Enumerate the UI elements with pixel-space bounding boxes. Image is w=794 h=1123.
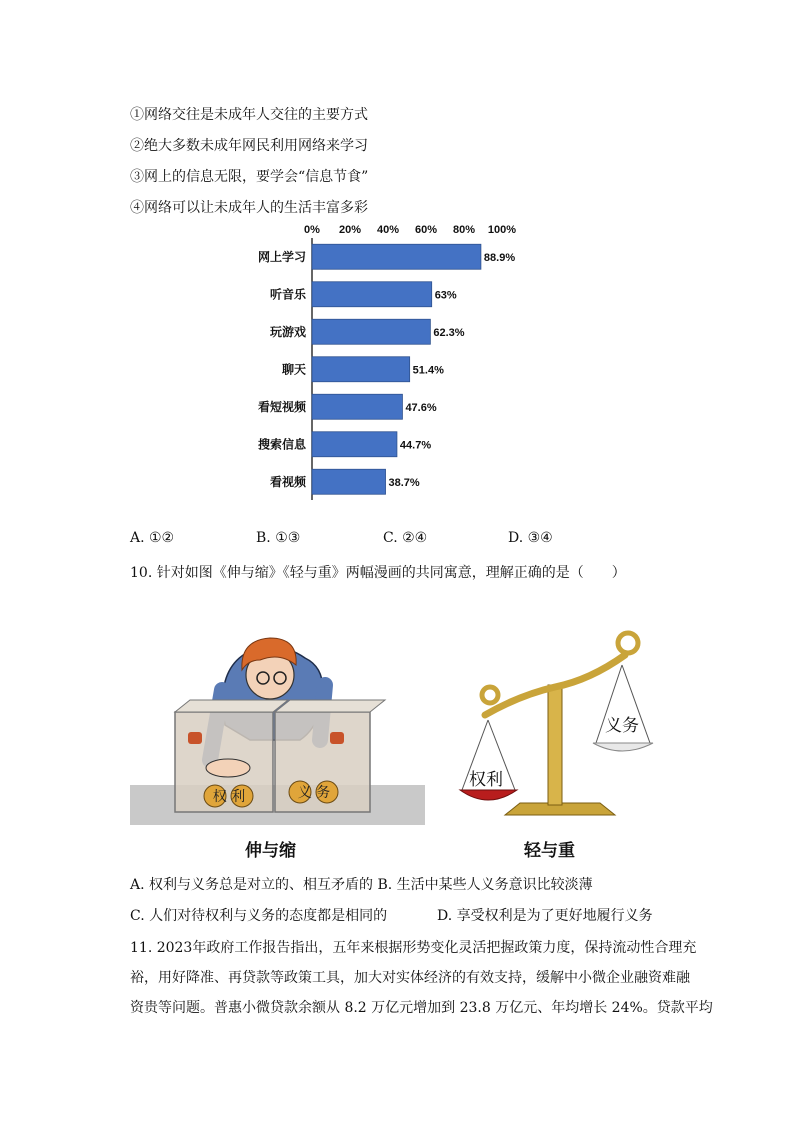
bar-value-label: 63% <box>434 289 457 302</box>
cartoon2-caption: 轻与重 <box>524 841 575 861</box>
bar-chart-svg <box>240 215 560 500</box>
bar-value-label: 44.7% <box>399 439 432 452</box>
category-label: 看视频 <box>269 474 306 489</box>
bar-value-label: 62.3% <box>433 326 465 339</box>
bar <box>312 282 432 307</box>
box-duties-lock-icon <box>330 732 344 744</box>
q9-option-d: D. ③④ <box>508 530 553 546</box>
q11-line-3: 资贵等问题。普惠小微贷款余额从 8.2 万亿元增加到 23.8 万亿元、年均增长 24%。贷款平均 <box>130 1000 713 1016</box>
category-label: 玩游戏 <box>269 324 306 339</box>
statement-2: ②绝大多数未成年网民利用网络来学习 <box>130 138 368 154</box>
category-label: 看短视频 <box>257 399 306 414</box>
bar <box>312 469 386 494</box>
box-rights-label: 权 利 <box>212 789 246 805</box>
statement-4: ④网络可以让未成年人的生活丰富多彩 <box>130 200 368 216</box>
bar-value-label: 88.9% <box>483 251 516 264</box>
bar <box>312 394 402 419</box>
bar <box>312 319 430 344</box>
x-tick-label: 60% <box>414 224 438 236</box>
right-pan-label: 义务 <box>605 716 639 736</box>
q10-option-c: C. 人们对待权利与义务的态度都是相同的 <box>130 908 388 924</box>
bar-chart <box>240 215 560 500</box>
right-pan-light <box>593 743 653 751</box>
q10-option-ab: A. 权利与义务总是对立的、相互矛盾的 B. 生活中某些人义务意识比较淡薄 <box>130 877 593 893</box>
q10-question: 10. 针对如图《伸与缩》《轻与重》两幅漫画的共同寓意，理解正确的是（ ） <box>130 565 626 581</box>
bar-value-label: 51.4% <box>412 364 444 377</box>
person-hand-icon <box>206 759 250 777</box>
box-rights-top <box>175 700 288 712</box>
cartoon1-caption: 伸与缩 <box>245 841 296 861</box>
category-label: 聊天 <box>281 362 306 377</box>
x-tick-label: 20% <box>338 224 362 236</box>
q9-option-c: C. ②④ <box>383 530 428 546</box>
box-duties-top <box>275 700 385 712</box>
category-label: 听音乐 <box>269 287 306 302</box>
cartoon-stretch-shrink <box>130 630 425 825</box>
scale-pillar <box>548 685 562 805</box>
left-pan-heavy <box>460 790 517 800</box>
statement-1: ①网络交往是未成年人交往的主要方式 <box>130 107 368 123</box>
q10-option-d: D. 享受权利是为了更好地履行义务 <box>437 908 653 924</box>
box-rights-lock-icon <box>188 732 202 744</box>
q11-line-1: 11. 2023年政府工作报告指出，五年来根据形势变化灵活把握政策力度，保持流动性合理充 <box>130 940 697 956</box>
q9-option-a: A. ①② <box>130 530 175 546</box>
x-tick-label: 0% <box>304 224 320 236</box>
bar <box>312 244 481 269</box>
x-tick-label: 40% <box>376 224 400 236</box>
bar-value-label: 47.6% <box>405 401 437 414</box>
bar-value-label: 38.7% <box>388 476 420 489</box>
scale-scroll-right-icon <box>618 633 638 653</box>
bar <box>312 432 397 457</box>
bar <box>312 357 410 382</box>
left-pan-label: 权利 <box>469 770 503 790</box>
box-duties-label: 义 务 <box>297 785 331 801</box>
x-tick-label: 80% <box>452 224 476 236</box>
category-label: 网上学习 <box>257 249 306 264</box>
statement-3: ③网上的信息无限，要学会“信息节食” <box>130 169 369 185</box>
x-tick-label: 100% <box>487 224 517 236</box>
scale-scroll-left-icon <box>482 687 498 703</box>
q9-option-b: B. ①③ <box>256 530 301 546</box>
category-label: 搜索信息 <box>257 437 306 452</box>
q11-line-2: 裕，用好降准、再贷款等政策工具，加大对实体经济的有效支持，缓解中小微企业融资难融 <box>130 970 690 986</box>
cartoon-light-heavy <box>450 625 670 825</box>
